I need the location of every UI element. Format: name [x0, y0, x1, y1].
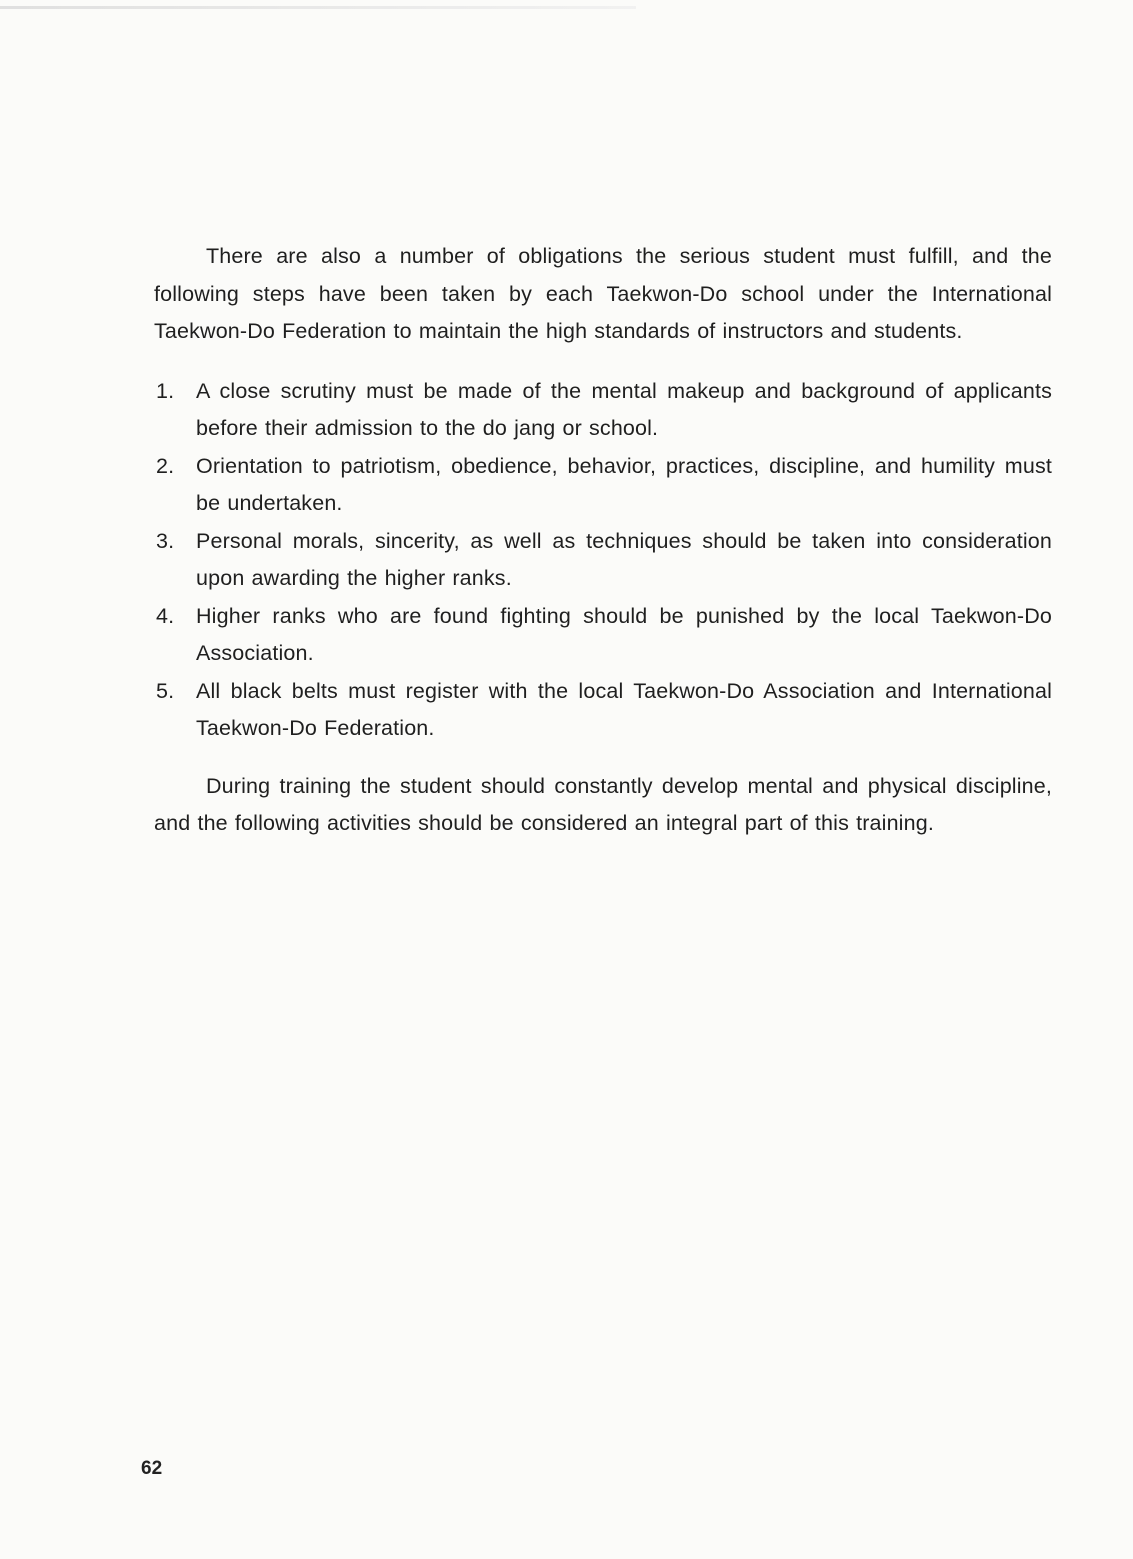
list-item-number: 1. — [156, 378, 175, 403]
training-paragraph: During training the student should constantly develop mental and physical discipline, and the following activities should be considered an integral part of this training. — [154, 773, 1052, 835]
list-item — [154, 523, 1052, 598]
list-item — [154, 673, 1052, 748]
intro-paragraph: There are also a number of obligations the serious student must fulfill, and the following steps have been taken by each Taekwon-Do school under the International Taekwon-Do Federation to maintain the high standards of instructors and students. — [154, 244, 1052, 343]
list-item-text: A close scrutiny must be made of the mental makeup and background of applicants before their admission to the do jang or school. — [196, 378, 1052, 440]
list-item — [154, 598, 1052, 673]
list-item — [154, 373, 1052, 448]
list-item-number: 5. — [156, 678, 175, 703]
top-edge-rule — [0, 6, 636, 9]
list-item-text: Personal morals, sincerity, as well as techniques should be taken into consideration upon awarding the higher ranks. — [196, 528, 1052, 590]
list-item-number: 3. — [156, 528, 175, 553]
page-body — [154, 238, 1052, 843]
list-item-text: Higher ranks who are found fighting should be punished by the local Taekwon-Do Association. — [196, 603, 1052, 665]
list-item-text: All black belts must register with the local Taekwon-Do Association and International Taekwon-Do Federation. — [196, 678, 1052, 740]
list-item — [154, 448, 1052, 523]
page-number: 62 — [141, 1458, 163, 1479]
obligations-list — [154, 373, 1052, 748]
list-item-number: 4. — [156, 603, 175, 628]
list-item-number: 2. — [156, 453, 175, 478]
list-item-text: Orientation to patriotism, obedience, behavior, practices, discipline, and humility must be undertaken. — [196, 453, 1052, 515]
